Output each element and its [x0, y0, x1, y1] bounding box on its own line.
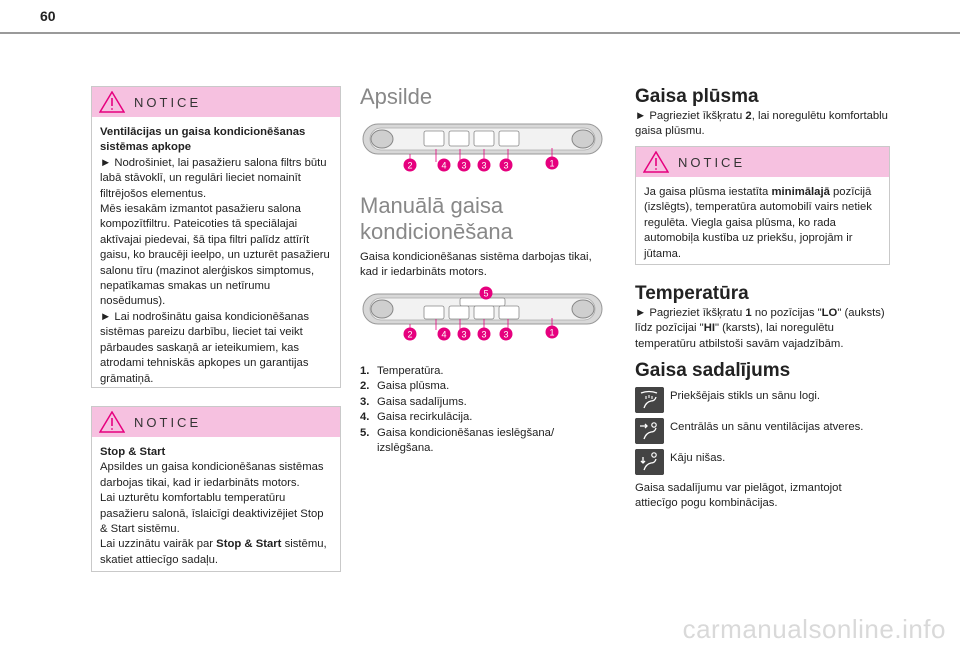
list-item: 4. Gaisa recirkulācija. [360, 411, 473, 424]
warning-triangle-icon [99, 91, 125, 113]
airflow-title: Gaisa plūsma [635, 86, 759, 107]
distribution-label: Priekšējais stikls un sānu logi. [670, 390, 821, 402]
heating-control-panel-illustration [360, 118, 605, 176]
ac-control-panel-illustration [360, 286, 605, 346]
heating-title: Apsilde [360, 84, 433, 109]
distribution-label: Kāju nišas. [670, 452, 726, 464]
notice-paragraph: Mēs iesakām izmantot pasažieru salona kompozītfiltru. Pateicoties tā speciālajai aktīvajai piedevai, šā tipa filtri palīdz attīrīt gaisu, ko braucēji ieelpo, un uzturēt pasažieru salonu tīru (mazinot alerģiskos simptomus, nepatīkamas smakas un netīrumu nosēdumus). [100, 203, 330, 308]
watermark: carmanualsonline.info [682, 614, 946, 644]
callout-label: 2 [407, 329, 413, 340]
temperature-title: Temperatūra [635, 283, 749, 304]
callout-label: 3 [461, 329, 467, 340]
distribution-row [635, 449, 890, 475]
callout-label: 4 [441, 329, 447, 340]
callout-label: 1 [549, 158, 555, 169]
footwell-airflow-icon [635, 449, 664, 475]
airflow-text: ► Pagrieziet īkšķratu 2, lai noregulētu komfortablu gaisa plūsmu. [635, 110, 888, 138]
warning-triangle-icon [99, 411, 125, 433]
manual-ac-title: Manuālā gaisa kondicionēšana [360, 193, 513, 244]
list-item: 1. Temperatūra. [360, 365, 444, 377]
list-item: 3. Gaisa sadalījums. [360, 395, 467, 408]
notice-title: NOTICE [678, 155, 746, 170]
callout-label: 5 [483, 288, 489, 299]
notice-header [636, 147, 889, 177]
heating-callouts [404, 157, 559, 172]
list-item: 2. Gaisa plūsma. [360, 380, 450, 393]
distribution-row [635, 418, 890, 444]
face-vents-airflow-icon [635, 418, 664, 444]
manual-ac-item-list [360, 364, 595, 456]
notice-airflow [635, 146, 890, 265]
callout-label: 3 [503, 160, 509, 171]
notice-paragraph: ► Nodrošiniet, lai pasažieru salona filtrs būtu labā stāvoklī, un regulāri lieciet nomainīt filtrējošos elementus. [100, 156, 327, 200]
temperature-text: ► Pagrieziet īkšķratu 1 no pozīcijas "LO" (auksts) līdz pozīcijai "HI" (karsts), lai noregulētu temperatūru atbilstoši savām vajadzībām. [635, 307, 885, 350]
callout-label: 3 [481, 160, 487, 171]
notice-paragraph: Lai uzzinātu vairāk par Stop & Start sistēmu, skatiet attiecīgo sadaļu. [100, 538, 327, 566]
callout-label: 2 [407, 160, 413, 171]
notice-paragraph: ► Lai nodrošinātu gaisa kondicionēšanas sistēmas pareizu darbību, lieciet tai veikt pārbaudes saskaņā ar ieteikumiem, kas atrodami tehniskās apkopes un garantijas grāmatiņā. [100, 310, 310, 385]
distribution-title: Gaisa sadalījums [635, 360, 791, 381]
list-item: 5. Gaisa kondicionēšanas ieslēgšana/ izslēgšana. [360, 426, 555, 455]
notice-stop-start [91, 406, 341, 572]
notice-title: NOTICE [134, 415, 202, 430]
page-number: 60 [40, 8, 56, 24]
distribution-label: Centrālās un sānu ventilācijas atveres. [670, 421, 864, 433]
notice-title: NOTICE [134, 95, 202, 110]
warning-triangle-icon [643, 151, 669, 173]
notice-paragraph: Lai uzturētu komfortablu temperatūru pasažieru salonā, īslaicīgi deaktivizējiet Stop & Start sistēmu. [100, 492, 324, 536]
distribution-footer: Gaisa sadalījumu var pielāgot, izmantojot attiecīgo pogu kombinācijas. [635, 482, 842, 510]
top-rule [0, 32, 960, 34]
notice-paragraph: Apsildes un gaisa kondicionēšanas sistēmas darbojas tikai, kad ir iedarbināts motors. [100, 461, 324, 489]
manual-ac-intro: Gaisa kondicionēšanas sistēma darbojas tikai, kad ir iedarbināts motors. [360, 251, 592, 279]
notice-paragraph: Ja gaisa plūsma iestatīta minimālajā pozīcijā (izslēgts), temperatūra automobilī vairs netiek regulēta. Viegla gaisa plūsma, ko rada automobiļa kustība uz priekšu, joprojām ir jūtama. [644, 186, 872, 260]
callout-label: 4 [441, 160, 447, 171]
notice-header [92, 407, 340, 437]
callout-label: 3 [481, 329, 487, 340]
callout-label: 3 [461, 160, 467, 171]
callout-label: 3 [503, 329, 509, 340]
windscreen-airflow-icon [635, 387, 664, 413]
distribution-row [635, 387, 890, 413]
notice-header [92, 87, 340, 117]
callout-label: 1 [549, 327, 555, 338]
notice-heading: Ventilācijas un gaisa kondicionēšanas sistēmas apkope [100, 126, 306, 154]
notice-heading: Stop & Start [100, 446, 166, 458]
notice-maintenance [91, 86, 341, 388]
